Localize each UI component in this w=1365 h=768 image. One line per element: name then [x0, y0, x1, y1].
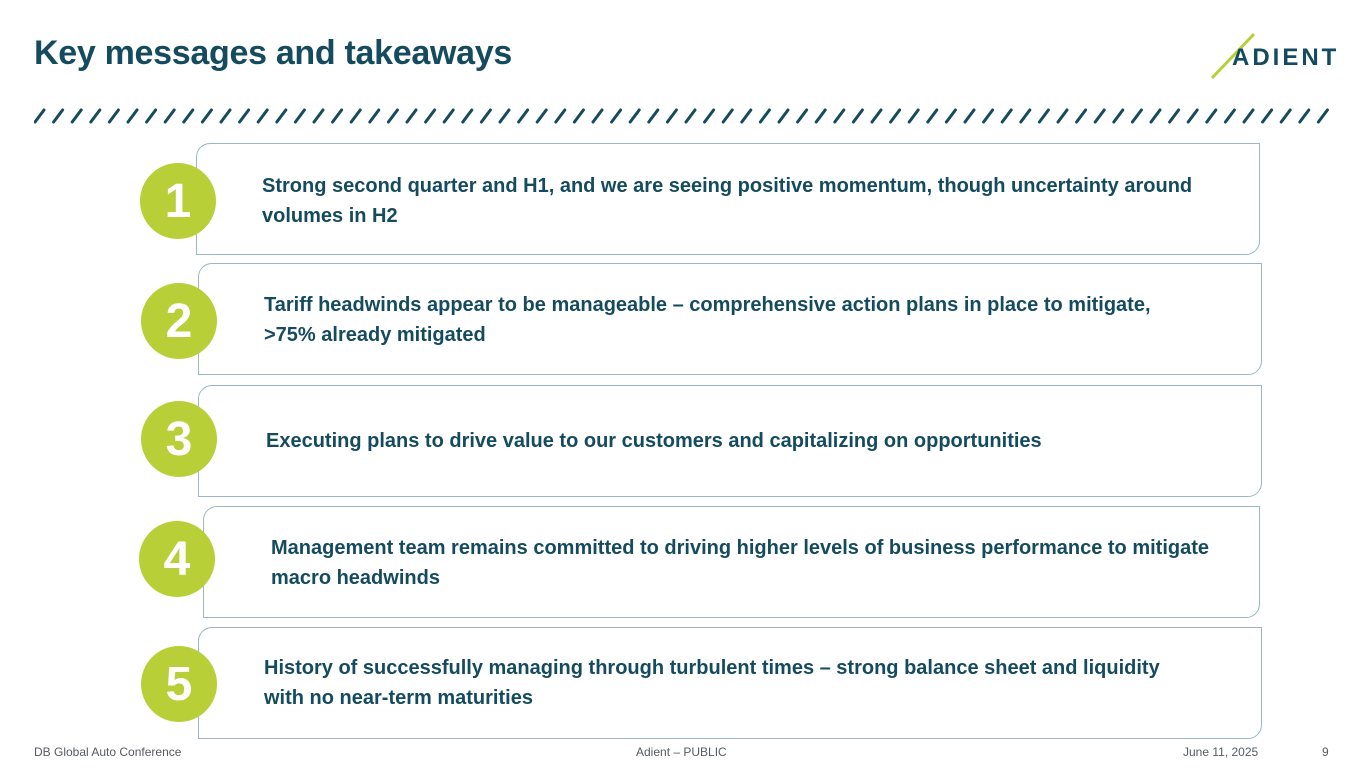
number-badge-5: 5	[141, 646, 217, 722]
message-text-1: Strong second quarter and H1, and we are seeing positive momentum, though uncertainty around volumes in H2	[262, 175, 1193, 227]
footer-date: June 11, 2025	[1183, 745, 1259, 759]
logo-text: ADIENT	[1232, 44, 1340, 71]
footer-classification: Adient – PUBLIC	[636, 745, 727, 759]
message-text-5: History of successfully managing through turbulent times – strong balance sheet and liquidity with no near-term maturities	[264, 657, 1160, 709]
footer-page-number: 9	[1322, 745, 1329, 759]
message-text-4: Management team remains committed to driving higher levels of business performance to mitigate macro headwinds	[271, 537, 1209, 589]
slash-divider	[34, 106, 1334, 126]
message-text-2: Tariff headwinds appear to be manageable – comprehensive action plans in place to mitigate, >75% already mitigated	[264, 294, 1151, 346]
footer-event: DB Global Auto Conference	[34, 745, 182, 759]
message-text-3: Executing plans to drive value to our customers and capitalizing on opportunities	[266, 430, 1042, 452]
number-badge-3: 3	[141, 401, 217, 477]
number-badge-2: 2	[141, 283, 217, 359]
adient-logo	[1208, 30, 1338, 82]
number-badge-4: 4	[139, 521, 215, 597]
slide-title: Key messages and takeaways	[34, 34, 512, 72]
number-badge-1: 1	[140, 163, 216, 239]
